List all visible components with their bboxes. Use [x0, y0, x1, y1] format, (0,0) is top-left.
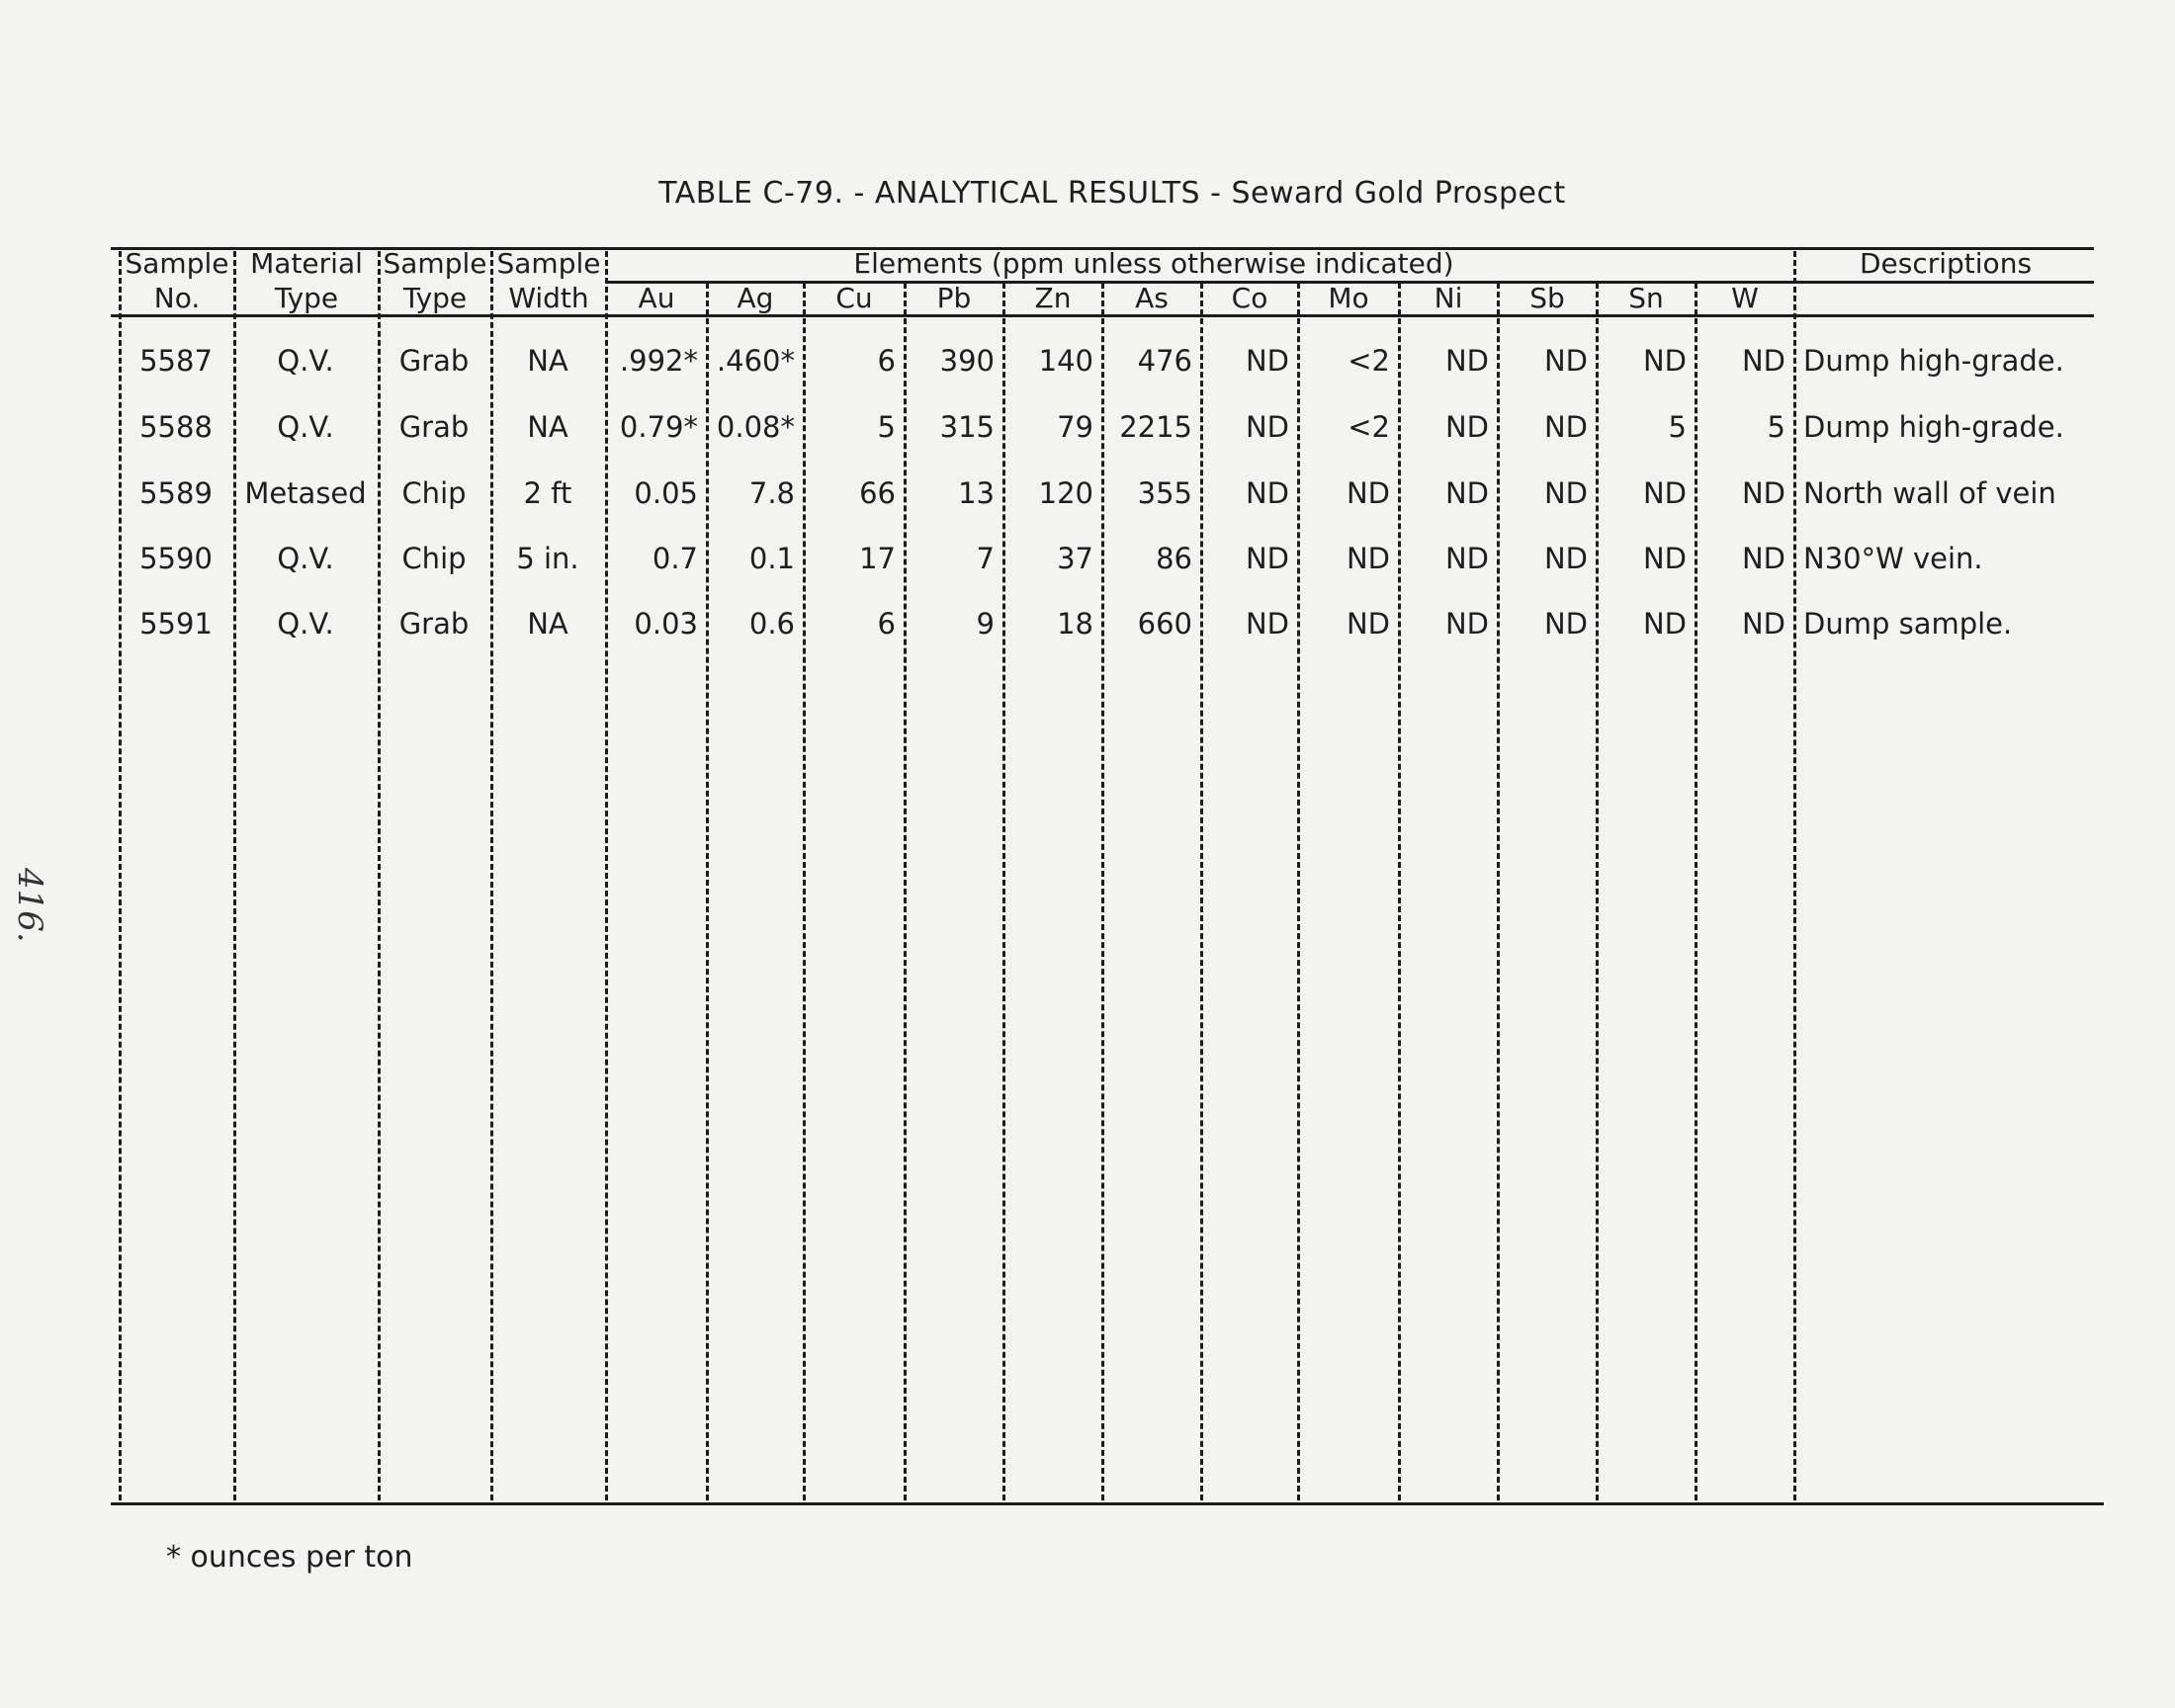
row-value-ag: 0.6 [748, 607, 795, 640]
column-divider [1101, 283, 1104, 1500]
row-value-co: ND [1245, 410, 1289, 444]
row-value-mo: ND [1346, 542, 1390, 575]
row-sample-no: 5591 [139, 607, 213, 640]
row-value-cu: 66 [859, 476, 896, 510]
row-value-w: ND [1741, 542, 1785, 575]
header-material-type-line2: Type [274, 282, 339, 314]
row-description: Dump high-grade. [1803, 410, 2064, 444]
column-divider [803, 283, 806, 1500]
row-value-ag: 0.08* [716, 410, 795, 444]
header-element-zn: Zn [1034, 282, 1072, 314]
column-divider [490, 251, 493, 1500]
row-material-type: Q.V. [277, 410, 334, 444]
row-value-pb: 390 [939, 344, 995, 378]
row-value-ni: ND [1444, 607, 1489, 640]
column-divider [119, 251, 122, 1500]
row-sample-type: Chip [401, 476, 467, 510]
header-sample-width-line2: Width [508, 282, 589, 314]
row-description: Dump sample. [1803, 607, 2013, 640]
column-divider [1002, 283, 1005, 1500]
row-value-as: 660 [1137, 607, 1192, 640]
row-value-cu: 6 [877, 344, 896, 378]
header-element-mo: Mo [1328, 282, 1369, 314]
row-value-zn: 18 [1057, 607, 1093, 640]
row-value-as: 86 [1156, 542, 1192, 575]
header-element-sb: Sb [1529, 282, 1565, 314]
row-sample-type: Chip [401, 542, 467, 575]
row-value-as: 355 [1137, 476, 1192, 510]
row-value-zn: 120 [1038, 476, 1093, 510]
row-value-w: ND [1741, 344, 1785, 378]
row-value-mo: <2 [1348, 410, 1390, 444]
row-value-pb: 7 [976, 542, 995, 575]
table-title: TABLE C-79. - ANALYTICAL RESULTS - Seward Gold Prospect [658, 176, 1566, 211]
row-value-co: ND [1245, 607, 1289, 640]
row-value-ni: ND [1444, 410, 1489, 444]
column-divider [1200, 283, 1203, 1500]
header-element-ni: Ni [1434, 282, 1463, 314]
header-sample-type-line2: Type [402, 282, 468, 314]
column-divider [378, 251, 381, 1500]
row-sample-type: Grab [398, 344, 470, 378]
row-value-au: 0.79* [619, 410, 698, 444]
column-divider [605, 251, 608, 1500]
row-value-zn: 37 [1057, 542, 1093, 575]
header-element-au: Au [638, 282, 675, 314]
bottom-rule [111, 1502, 2104, 1505]
row-value-w: ND [1741, 607, 1785, 640]
header-sample-width-line1: Sample [496, 247, 601, 280]
row-sample-width: NA [527, 344, 568, 378]
row-value-pb: 13 [958, 476, 995, 510]
column-divider [706, 283, 709, 1500]
row-value-au: .992* [619, 344, 698, 378]
row-value-co: ND [1245, 542, 1289, 575]
row-value-zn: 79 [1057, 410, 1093, 444]
row-sample-type: Grab [398, 410, 470, 444]
header-element-as: As [1135, 282, 1169, 314]
row-sample-width: 5 in. [516, 542, 579, 575]
row-description: Dump high-grade. [1803, 344, 2064, 378]
row-value-mo: ND [1346, 607, 1390, 640]
row-sample-no: 5589 [139, 476, 213, 510]
row-value-sb: ND [1543, 410, 1588, 444]
header-sample-type-line1: Sample [383, 247, 487, 280]
header-sample-no-line2: No. [153, 282, 201, 314]
row-value-zn: 140 [1038, 344, 1093, 378]
row-sample-no: 5588 [139, 410, 213, 444]
row-value-cu: 5 [877, 410, 896, 444]
column-divider [1398, 283, 1401, 1500]
row-sample-width: 2 ft [523, 476, 572, 510]
row-value-ag: 7.8 [748, 476, 795, 510]
row-sample-width: NA [527, 410, 568, 444]
row-sample-no: 5587 [139, 344, 213, 378]
footnote: * ounces per ton [166, 1540, 413, 1575]
row-material-type: Q.V. [277, 542, 334, 575]
column-divider [1695, 283, 1697, 1500]
header-descriptions: Descriptions [1859, 247, 2033, 280]
column-divider [233, 251, 236, 1500]
row-description: North wall of vein [1803, 476, 2056, 510]
header-element-co: Co [1231, 282, 1268, 314]
row-value-as: 476 [1137, 344, 1192, 378]
header-sample-no-line1: Sample [125, 247, 229, 280]
header-element-ag: Ag [737, 282, 774, 314]
row-value-au: 0.7 [652, 542, 698, 575]
header-element-sn: Sn [1628, 282, 1664, 314]
header-element-pb: Pb [936, 282, 972, 314]
row-value-sn: 5 [1668, 410, 1687, 444]
row-value-co: ND [1245, 344, 1289, 378]
header-element-w: W [1731, 282, 1759, 314]
column-divider [1497, 283, 1500, 1500]
row-value-cu: 17 [859, 542, 896, 575]
row-value-w: ND [1741, 476, 1785, 510]
margin-page-note: 416. [10, 868, 49, 943]
row-value-sn: ND [1642, 607, 1687, 640]
row-sample-width: NA [527, 607, 568, 640]
header-element-cu: Cu [835, 282, 873, 314]
row-value-sb: ND [1543, 344, 1588, 378]
column-divider [904, 283, 907, 1500]
row-value-ag: 0.1 [748, 542, 795, 575]
column-divider [1596, 283, 1599, 1500]
row-description: N30°W vein. [1803, 542, 1983, 575]
row-value-ni: ND [1444, 476, 1489, 510]
row-value-au: 0.03 [634, 607, 698, 640]
row-value-sb: ND [1543, 607, 1588, 640]
row-value-au: 0.05 [634, 476, 698, 510]
row-value-sb: ND [1543, 542, 1588, 575]
row-value-sn: ND [1642, 542, 1687, 575]
row-material-type: Q.V. [277, 607, 334, 640]
row-value-sb: ND [1543, 476, 1588, 510]
row-value-ni: ND [1444, 542, 1489, 575]
header-material-type-line1: Material [250, 247, 363, 280]
column-divider [1793, 251, 1796, 1500]
row-sample-type: Grab [398, 607, 470, 640]
row-value-mo: <2 [1348, 344, 1390, 378]
row-value-sn: ND [1642, 476, 1687, 510]
row-value-sn: ND [1642, 344, 1687, 378]
row-value-mo: ND [1346, 476, 1390, 510]
row-value-ni: ND [1444, 344, 1489, 378]
row-value-pb: 315 [939, 410, 995, 444]
row-value-w: 5 [1767, 410, 1785, 444]
row-value-co: ND [1245, 476, 1289, 510]
row-value-ag: .460* [716, 344, 795, 378]
row-value-as: 2215 [1119, 410, 1192, 444]
column-divider [1297, 283, 1300, 1500]
row-sample-no: 5590 [139, 542, 213, 575]
row-value-cu: 6 [877, 607, 896, 640]
row-material-type: Metased [244, 476, 367, 510]
row-material-type: Q.V. [277, 344, 334, 378]
row-value-pb: 9 [976, 607, 995, 640]
header-elements-group: Elements (ppm unless otherwise indicated) [853, 247, 1454, 280]
